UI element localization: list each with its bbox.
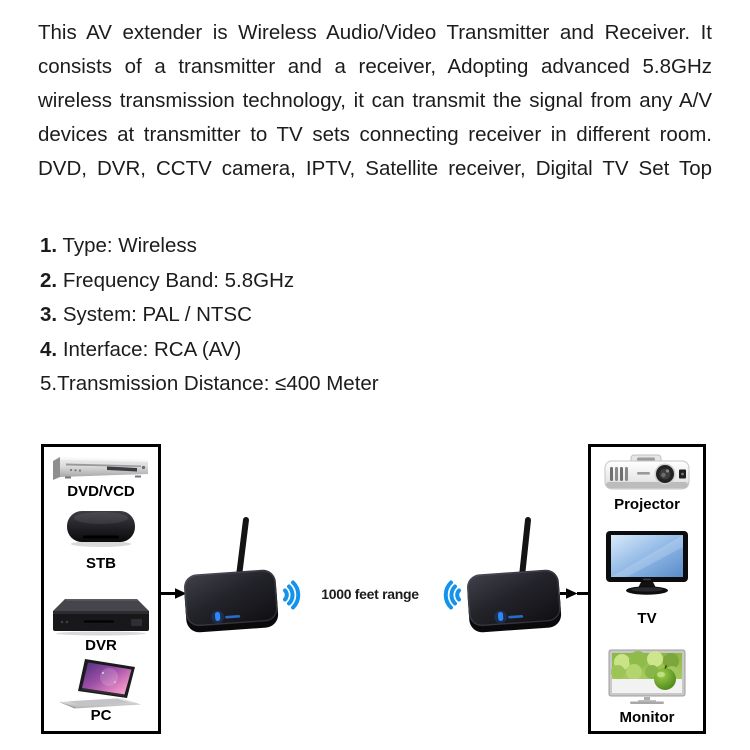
source-device-label: PC [90,707,112,724]
source-devices-box [41,444,161,734]
display-device-label: Projector [614,496,680,513]
arrow-to-displays-icon [560,587,590,600]
projector-icon [603,452,691,496]
range-label: 1000 feet range [321,586,419,602]
monitor-icon [608,649,686,707]
spec-label: Interface: RCA (AV) [62,337,242,361]
display-devices-box [588,444,706,734]
spec-label: Type: Wireless [62,234,197,257]
wifi-waves-left-icon [437,574,463,616]
spec-label: Transmission Distance: ≤400 Meter [57,372,379,396]
intro-line-3: wireless transmission technology, it can transmit the signal from any A/V [38,89,712,112]
spec-number: 3. [40,303,58,327]
source-device-label: STB [86,555,116,572]
source-device-label: DVD/VCD [67,483,135,500]
intro-line-5: DVD, DVR, CCTV camera, IPTV, Satellite receiver, Digital TV Set Top [38,157,712,180]
dvd-player-icon [51,453,151,481]
display-device-label: TV [637,610,657,627]
wifi-waves-right-icon [281,574,307,616]
spec-label: System: PAL / NTSC [62,303,252,327]
tv-icon [605,531,689,597]
spec-number: 2. [40,268,58,292]
intro-line-1: This AV extender is Wireless Audio/Video Transmitter and Receiver. It [38,21,712,44]
stb-icon [61,507,141,549]
spec-label: Frequency Band: 5.8GHz [62,268,295,292]
dvr-icon [52,594,150,636]
source-device-label: DVR [85,637,117,654]
receiver-device-icon [463,514,585,634]
spec-number: 5. [40,372,58,396]
intro-line-4: devices at transmitter to TV sets connecting receiver in different room. [38,123,712,146]
spec-number: 1. [40,234,58,257]
intro-line-2: consists of a transmitter and a receiver, Adopting advanced 5.8GHz [38,55,712,78]
display-device-label: Monitor [619,709,675,726]
laptop-icon [57,657,145,709]
spec-number: 4. [40,337,58,361]
